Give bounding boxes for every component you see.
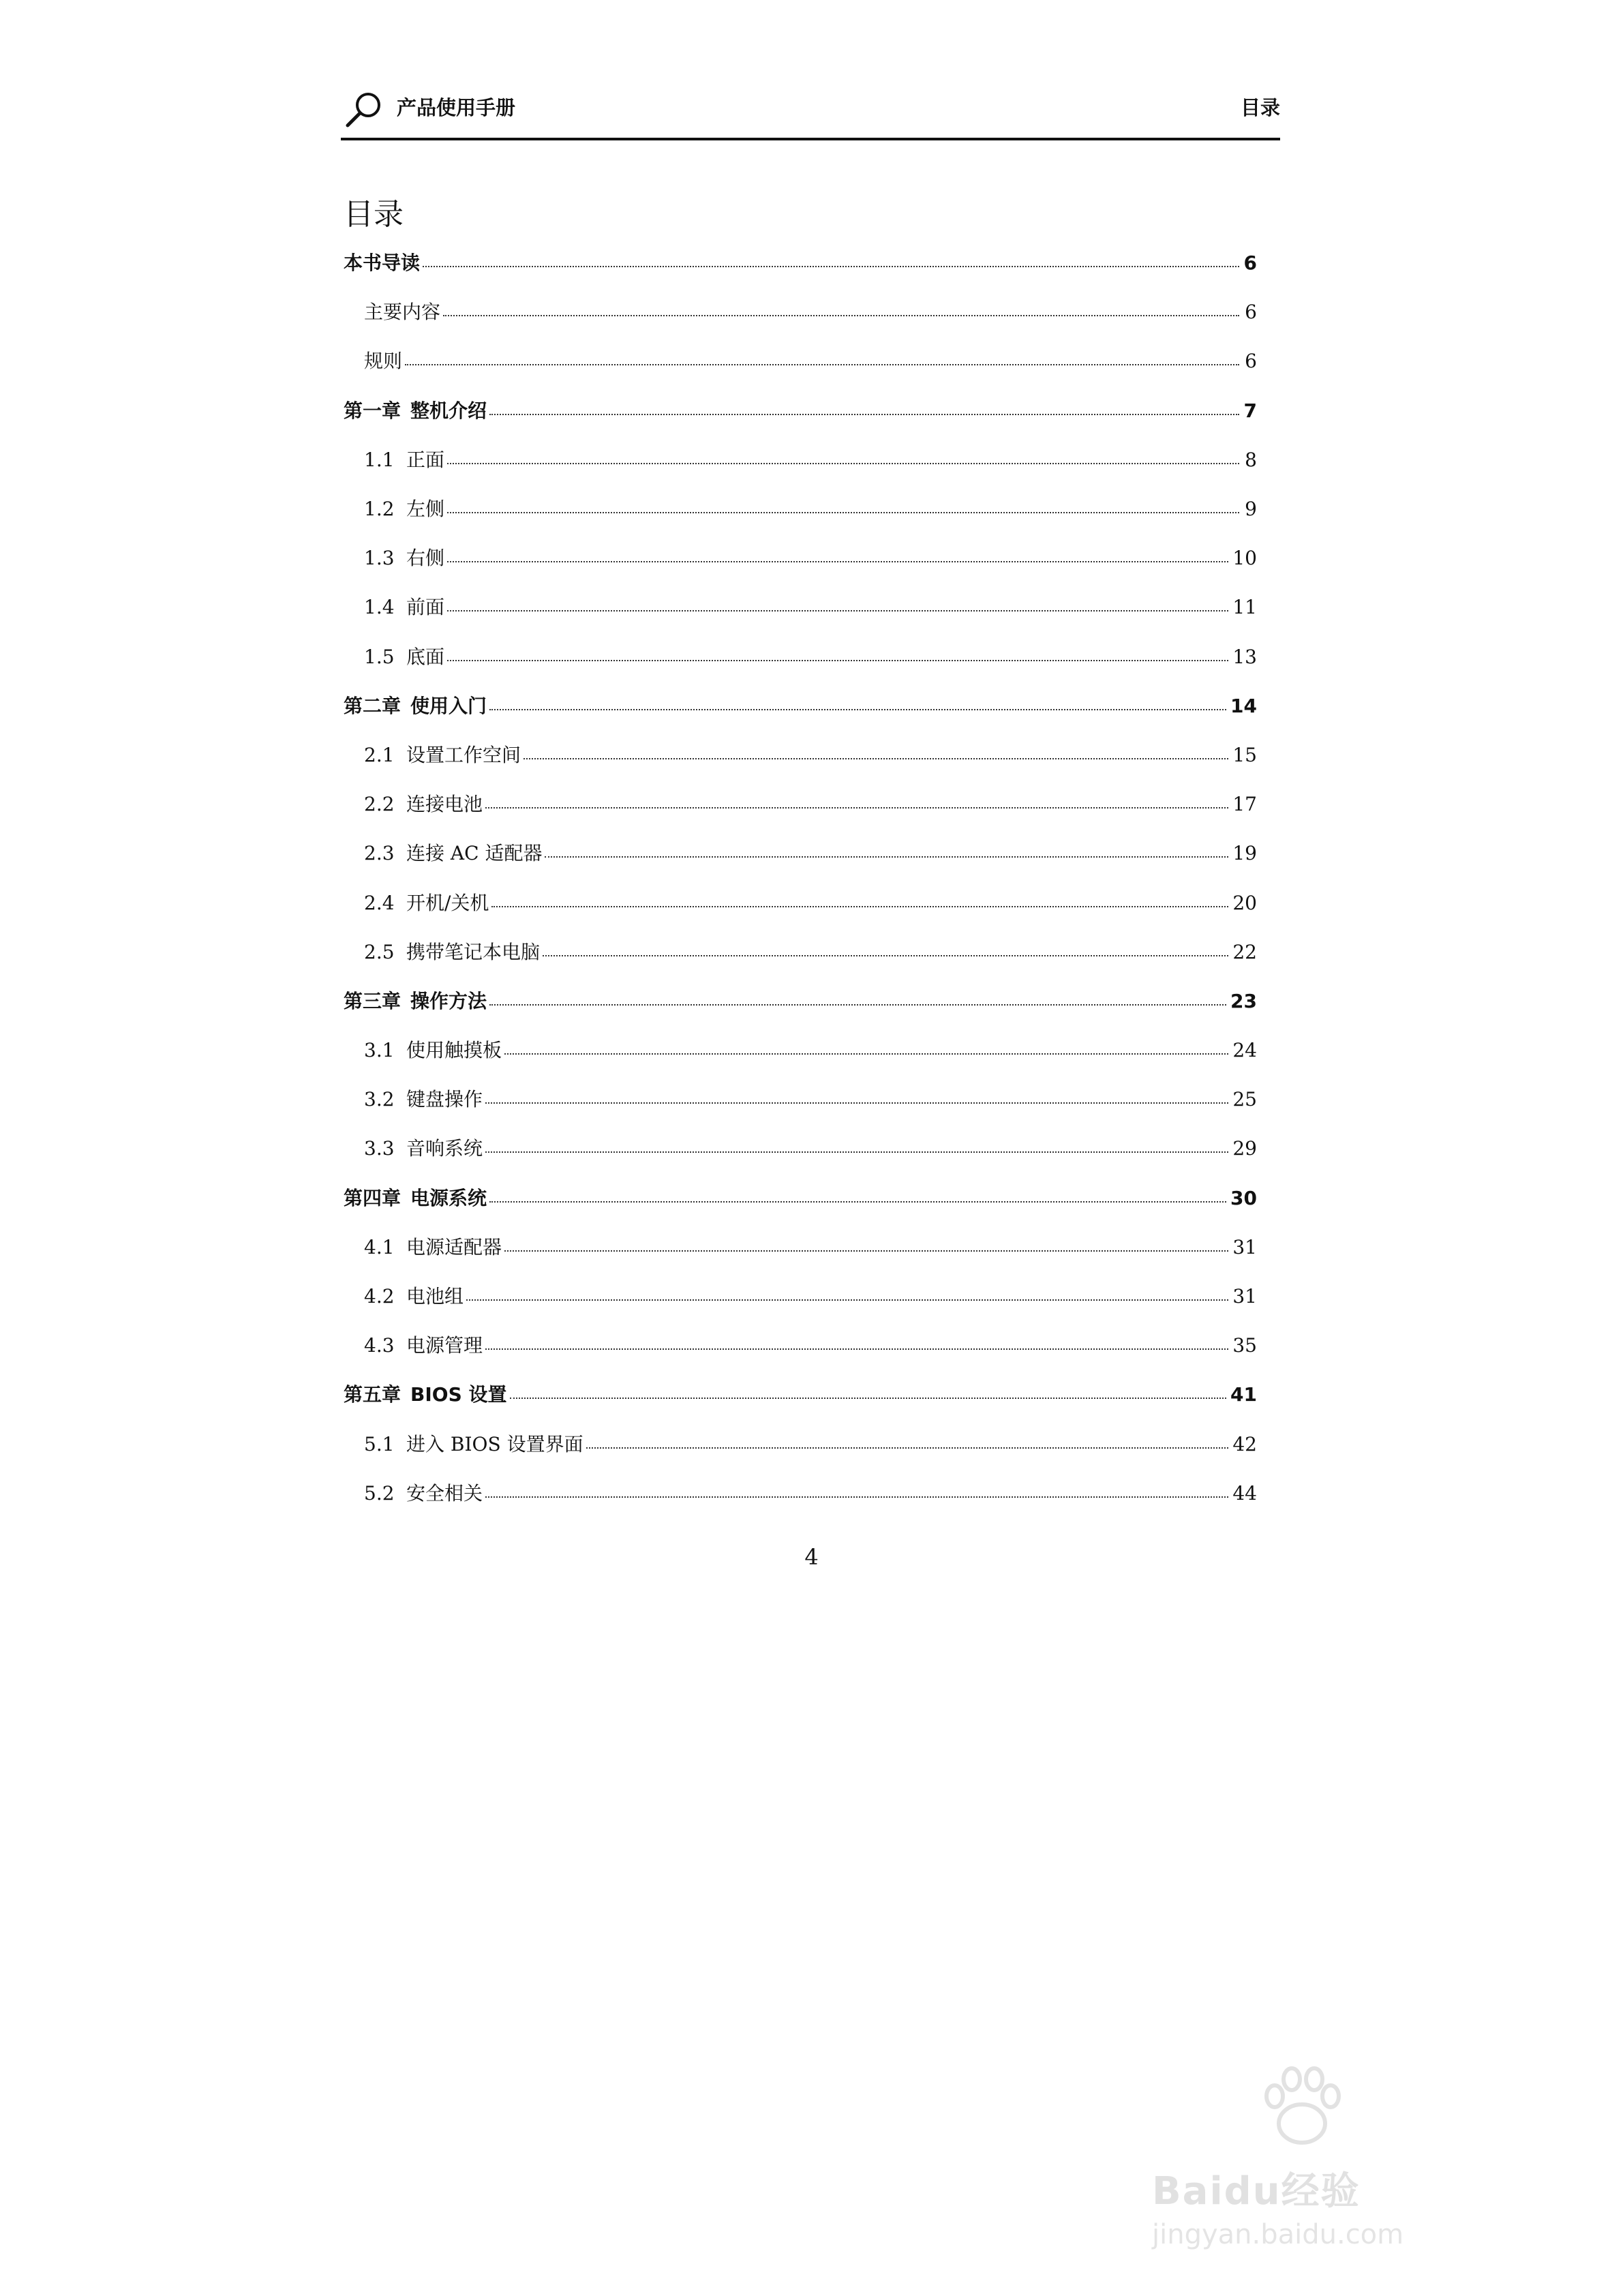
toc-entry-title: 开机/关机 xyxy=(406,891,489,914)
toc-entry-number: 2.4 xyxy=(364,891,395,914)
toc-dot-leader xyxy=(443,315,1239,316)
toc-entry-title: 前面 xyxy=(406,596,445,619)
toc-entry-page: 9 xyxy=(1245,498,1257,521)
toc-section-entry[interactable] xyxy=(344,633,1257,682)
toc-section-entry[interactable] xyxy=(344,780,1257,829)
toc-entry-page: 29 xyxy=(1232,1137,1257,1160)
toc-entry-page: 19 xyxy=(1232,842,1257,865)
page-header xyxy=(341,87,1280,140)
toc-entry-title: 携带笔记本电脑 xyxy=(406,940,541,963)
toc-dot-leader xyxy=(466,1299,1228,1301)
watermark xyxy=(1152,2059,1547,2256)
toc-entry-page: 41 xyxy=(1230,1383,1257,1406)
watermark-brand: Baidu经验 xyxy=(1152,2169,1361,2214)
toc-entry-title: 左侧 xyxy=(406,498,445,521)
toc-dot-leader xyxy=(543,955,1228,956)
toc-dot-leader xyxy=(489,414,1239,415)
toc-entry-number: 5.1 xyxy=(364,1432,395,1455)
toc-heading: 目录 xyxy=(344,197,404,232)
toc-entry-number: 4.1 xyxy=(364,1235,395,1258)
toc-entry-page: 15 xyxy=(1232,743,1257,766)
toc-section-entry[interactable] xyxy=(344,288,1257,337)
document-title: 产品使用手册 xyxy=(397,96,516,119)
toc-entry-page: 20 xyxy=(1232,891,1257,914)
toc-section-entry[interactable] xyxy=(344,1420,1257,1469)
toc-dot-leader xyxy=(485,1496,1228,1498)
toc-section-entry[interactable] xyxy=(344,1469,1257,1518)
toc-dot-leader xyxy=(447,561,1228,562)
toc-entry-number: 1.4 xyxy=(364,596,395,619)
toc-entry-title: 键盘操作 xyxy=(406,1088,483,1111)
toc-section-entry[interactable] xyxy=(344,878,1257,927)
toc-entry-page: 7 xyxy=(1243,399,1257,422)
toc-dot-leader xyxy=(504,1053,1228,1055)
toc-entry-number: 2.1 xyxy=(364,743,395,766)
toc-entry-title: 本书导读 xyxy=(344,252,421,275)
toc-entry-number: 第二章 xyxy=(344,694,401,717)
toc-section-entry[interactable] xyxy=(344,1223,1257,1272)
toc-entry-title: 正面 xyxy=(406,448,445,471)
toc-section-entry[interactable] xyxy=(344,928,1257,977)
toc-section-entry[interactable] xyxy=(344,534,1257,583)
toc-entry-page: 35 xyxy=(1232,1334,1257,1357)
toc-entry-page: 6 xyxy=(1243,252,1257,275)
toc-entry-number: 2.5 xyxy=(364,940,395,963)
table-of-contents xyxy=(344,239,1257,1518)
toc-entry-number: 1.1 xyxy=(364,448,395,471)
toc-entry-page: 14 xyxy=(1230,694,1257,717)
toc-section-entry[interactable] xyxy=(344,731,1257,780)
toc-entry-page: 24 xyxy=(1232,1039,1257,1062)
toc-entry-page: 17 xyxy=(1232,793,1257,816)
toc-dot-leader xyxy=(524,758,1228,759)
toc-entry-number: 4.3 xyxy=(364,1334,395,1357)
toc-section-entry[interactable] xyxy=(344,1124,1257,1173)
toc-entry-page: 31 xyxy=(1232,1235,1257,1258)
toc-section-entry[interactable] xyxy=(344,583,1257,632)
toc-entry-title: 底面 xyxy=(406,645,445,668)
toc-entry-page: 22 xyxy=(1232,940,1257,963)
toc-section-entry[interactable] xyxy=(344,436,1257,485)
toc-entry-page: 30 xyxy=(1230,1186,1257,1209)
toc-entry-title: 电源管理 xyxy=(406,1334,483,1357)
toc-entry-title: 操作方法 xyxy=(410,989,487,1012)
toc-entry-page: 23 xyxy=(1230,989,1257,1012)
toc-entry-title: 规则 xyxy=(364,350,403,373)
toc-entry-title: 电池组 xyxy=(406,1285,464,1308)
toc-dot-leader xyxy=(489,1201,1226,1203)
toc-chapter-entry[interactable] xyxy=(344,977,1257,1026)
toc-section-entry[interactable] xyxy=(344,829,1257,878)
toc-dot-leader xyxy=(489,1004,1226,1006)
toc-entry-number: 1.2 xyxy=(364,498,395,521)
header-section-name: 目录 xyxy=(1240,96,1280,119)
toc-entry-number: 3.1 xyxy=(364,1039,395,1062)
toc-dot-leader xyxy=(545,856,1228,858)
toc-entry-page: 13 xyxy=(1232,645,1257,668)
toc-entry-title: 电源适配器 xyxy=(406,1235,502,1258)
toc-chapter-entry[interactable] xyxy=(344,1370,1257,1419)
toc-entry-number: 1.5 xyxy=(364,645,395,668)
toc-entry-title: 设置工作空间 xyxy=(406,743,521,766)
toc-dot-leader xyxy=(491,906,1228,907)
toc-entry-page: 31 xyxy=(1232,1285,1257,1308)
toc-entry-number: 4.2 xyxy=(364,1285,395,1308)
toc-dot-leader xyxy=(510,1398,1227,1399)
toc-entry-page: 8 xyxy=(1245,448,1257,471)
toc-chapter-entry[interactable] xyxy=(344,682,1257,731)
toc-entry-title: BIOS 设置 xyxy=(410,1383,507,1406)
toc-dot-leader xyxy=(489,709,1226,710)
toc-dot-leader xyxy=(405,364,1239,365)
toc-dot-leader xyxy=(423,266,1239,267)
toc-dot-leader xyxy=(504,1250,1228,1252)
toc-entry-number: 第一章 xyxy=(344,399,401,422)
toc-entry-title: 进入 BIOS 设置界面 xyxy=(406,1432,583,1455)
toc-section-entry[interactable] xyxy=(344,1026,1257,1075)
toc-dot-leader xyxy=(447,610,1228,611)
toc-entry-title: 安全相关 xyxy=(406,1481,483,1505)
toc-entry-page: 42 xyxy=(1232,1432,1257,1455)
toc-entry-title: 使用入门 xyxy=(410,694,487,717)
toc-entry-number: 第三章 xyxy=(344,989,401,1012)
toc-entry-page: 25 xyxy=(1232,1088,1257,1111)
toc-dot-leader xyxy=(447,512,1239,513)
toc-dot-leader xyxy=(447,660,1228,661)
toc-entry-number: 1.3 xyxy=(364,547,395,570)
page-number: 4 xyxy=(804,1544,819,1570)
toc-entry-title: 音响系统 xyxy=(406,1137,483,1160)
toc-entry-number: 第四章 xyxy=(344,1186,401,1209)
toc-dot-leader xyxy=(485,807,1228,809)
toc-entry-page: 44 xyxy=(1232,1481,1257,1505)
toc-entry-number: 2.3 xyxy=(364,842,395,865)
toc-entry-title: 主要内容 xyxy=(364,301,441,324)
toc-dot-leader xyxy=(485,1348,1228,1350)
toc-entry-number: 3.2 xyxy=(364,1088,395,1111)
paw-logo-icon xyxy=(1254,2059,1350,2154)
toc-entry-title: 右侧 xyxy=(406,547,445,570)
toc-entry-title: 连接电池 xyxy=(406,793,483,816)
toc-chapter-entry[interactable] xyxy=(344,387,1257,436)
toc-entry-page: 10 xyxy=(1232,547,1257,570)
toc-chapter-entry[interactable] xyxy=(344,1174,1257,1223)
toc-dot-leader xyxy=(485,1151,1228,1153)
toc-entry-title: 整机介绍 xyxy=(410,399,487,422)
toc-dot-leader xyxy=(485,1102,1228,1104)
toc-section-entry[interactable] xyxy=(344,1075,1257,1124)
toc-dot-leader xyxy=(586,1447,1229,1449)
toc-entry-number: 5.2 xyxy=(364,1481,395,1505)
toc-entry-title: 连接 AC 适配器 xyxy=(406,842,543,865)
toc-entry-page: 6 xyxy=(1245,301,1257,324)
toc-entry-number: 2.2 xyxy=(364,793,395,816)
toc-entry-title: 电源系统 xyxy=(410,1186,487,1209)
toc-section-entry[interactable] xyxy=(344,1321,1257,1370)
toc-entry-page: 6 xyxy=(1245,350,1257,373)
toc-entry-number: 3.3 xyxy=(364,1137,395,1160)
watermark-url: jingyan.baidu.com xyxy=(1152,2219,1404,2250)
magnifier-icon xyxy=(344,90,383,130)
toc-chapter-entry[interactable] xyxy=(344,239,1257,288)
toc-section-entry[interactable] xyxy=(344,485,1257,534)
toc-section-entry[interactable] xyxy=(344,1272,1257,1321)
toc-entry-page: 11 xyxy=(1232,596,1257,619)
toc-section-entry[interactable] xyxy=(344,337,1257,386)
toc-entry-title: 使用触摸板 xyxy=(406,1039,502,1062)
toc-dot-leader xyxy=(447,463,1239,464)
toc-entry-number: 第五章 xyxy=(344,1383,401,1406)
